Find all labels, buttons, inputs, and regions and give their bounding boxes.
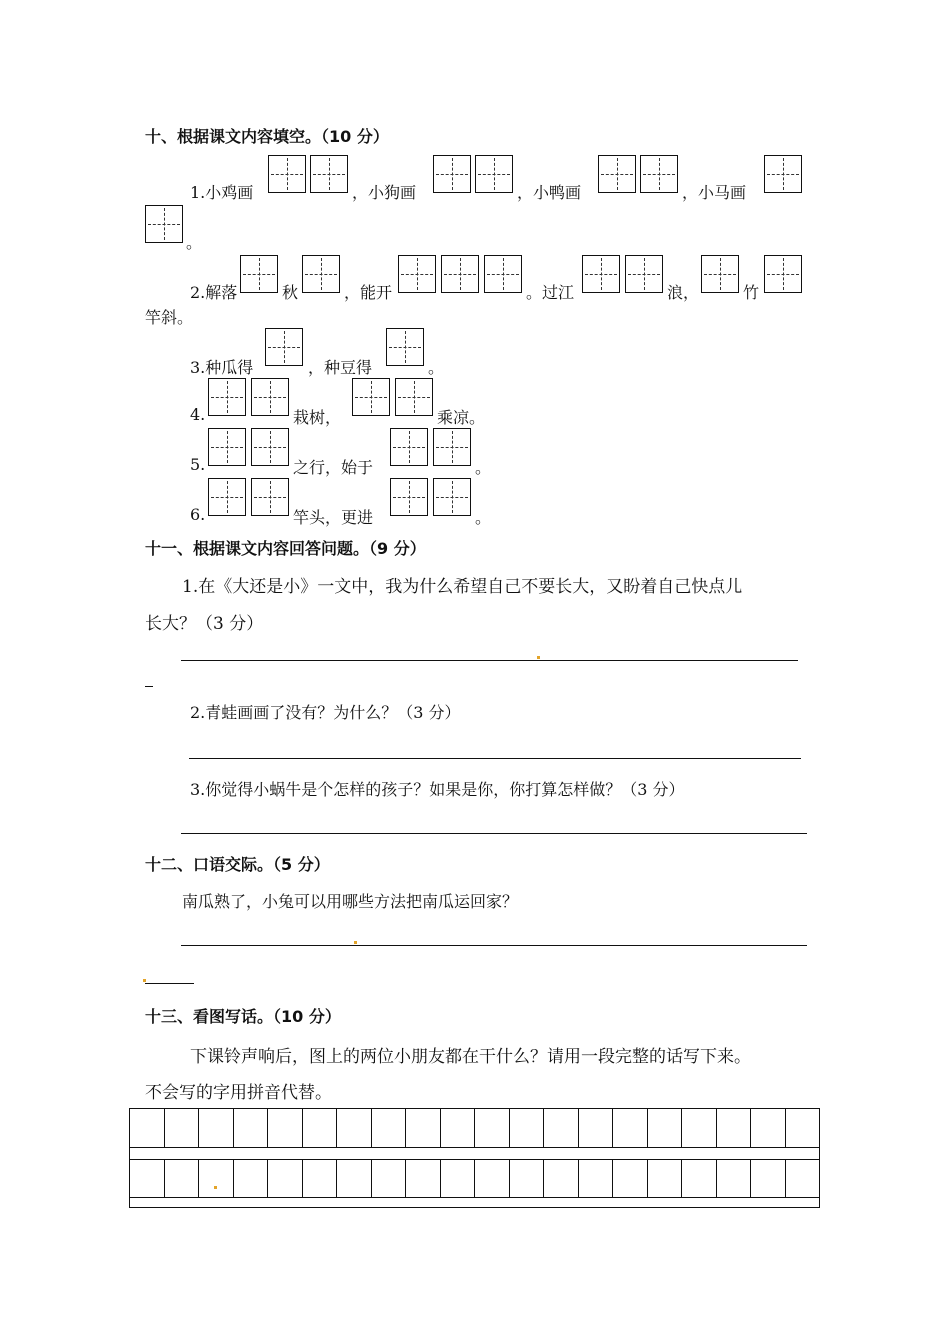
grid-cell[interactable] <box>406 1159 441 1197</box>
char-box[interactable] <box>251 378 289 416</box>
char-box[interactable] <box>433 478 471 516</box>
char-box[interactable] <box>598 155 636 193</box>
grid-cell[interactable] <box>268 1109 303 1147</box>
grid-cell[interactable] <box>682 1159 717 1197</box>
grid-cell[interactable] <box>165 1159 200 1197</box>
char-box[interactable] <box>240 255 278 293</box>
answer-line-stub <box>145 983 194 984</box>
q1-part4: ，小马画 <box>682 183 747 202</box>
grid-cell[interactable] <box>303 1159 338 1197</box>
orange-dot <box>214 1186 217 1189</box>
grid-cell[interactable] <box>579 1109 614 1147</box>
q3-part2: ，种豆得 <box>308 358 373 377</box>
char-box[interactable] <box>433 428 471 466</box>
grid-cell[interactable] <box>337 1159 372 1197</box>
sec11-q2: 2.青蛙画画了没有？为什么？（3 分） <box>190 703 461 722</box>
char-box[interactable] <box>764 255 802 293</box>
orange-dot <box>537 656 540 659</box>
grid-cell[interactable] <box>234 1159 269 1197</box>
grid-cell[interactable] <box>544 1109 579 1147</box>
q6-part2: 竿头，更进 <box>293 508 374 527</box>
writing-grid <box>129 1108 820 1208</box>
char-box[interactable] <box>625 255 663 293</box>
q2-part5: 浪， <box>667 283 700 302</box>
orange-dot <box>143 979 146 982</box>
grid-cell[interactable] <box>441 1109 476 1147</box>
q3-end: 。 <box>428 358 445 377</box>
sec11-q1-line2: 长大？（3 分） <box>145 614 264 634</box>
sec11-q1-line1: 1.在《大还是小》一文中，我为什么希望自己不要长大，又盼着自己快点儿 <box>182 577 743 597</box>
char-box[interactable] <box>640 155 678 193</box>
grid-cell[interactable] <box>199 1159 234 1197</box>
q2-part2: 秋 <box>282 283 299 302</box>
grid-cell[interactable] <box>130 1159 165 1197</box>
char-box[interactable] <box>701 255 739 293</box>
grid-cell[interactable] <box>613 1159 648 1197</box>
grid-cell[interactable] <box>648 1159 683 1197</box>
grid-cell[interactable] <box>717 1109 752 1147</box>
grid-cell[interactable] <box>406 1109 441 1147</box>
grid-separator <box>130 1147 819 1148</box>
char-box[interactable] <box>441 255 479 293</box>
grid-row-2 <box>130 1159 819 1197</box>
sec11-q3: 3.你觉得小蜗牛是个怎样的孩子？如果是你，你打算怎样做？（3 分） <box>190 780 685 799</box>
q1-part3: ，小鸭画 <box>517 183 582 202</box>
sec13-line1: 下课铃声响后，图上的两位小朋友都在干什么？请用一段完整的话写下来。 <box>190 1047 751 1067</box>
q2-part3: ，能开 <box>344 283 393 302</box>
section-11-title: 十一、根据课文内容回答问题。（9 分） <box>145 539 426 558</box>
char-box[interactable] <box>433 155 471 193</box>
char-box[interactable] <box>208 378 246 416</box>
char-box[interactable] <box>395 378 433 416</box>
grid-cell[interactable] <box>441 1159 476 1197</box>
grid-cell[interactable] <box>372 1159 407 1197</box>
char-box[interactable] <box>145 205 183 243</box>
char-box[interactable] <box>352 378 390 416</box>
char-box[interactable] <box>268 155 306 193</box>
char-box[interactable] <box>265 328 303 366</box>
q4-end: 乘凉。 <box>437 408 486 427</box>
char-box[interactable] <box>208 428 246 466</box>
grid-cell[interactable] <box>303 1109 338 1147</box>
answer-line[interactable] <box>181 945 807 946</box>
char-box[interactable] <box>302 255 340 293</box>
grid-cell[interactable] <box>510 1159 545 1197</box>
grid-cell[interactable] <box>786 1159 820 1197</box>
char-box[interactable] <box>764 155 802 193</box>
grid-cell[interactable] <box>475 1109 510 1147</box>
q4-part2: 栽树， <box>293 408 342 427</box>
section-13-title: 十三、看图写话。（10 分） <box>145 1007 341 1026</box>
q5-end: 。 <box>475 458 492 477</box>
char-box[interactable] <box>251 478 289 516</box>
grid-cell[interactable] <box>372 1109 407 1147</box>
q1-end: 。 <box>186 233 203 252</box>
grid-cell[interactable] <box>234 1109 269 1147</box>
q6-prefix: 6. <box>190 505 206 524</box>
grid-cell[interactable] <box>268 1159 303 1197</box>
char-box[interactable] <box>398 255 436 293</box>
sec12-question: 南瓜熟了，小兔可以用哪些方法把南瓜运回家？ <box>182 892 519 911</box>
char-box[interactable] <box>390 478 428 516</box>
grid-cell[interactable] <box>682 1109 717 1147</box>
grid-row-1 <box>130 1109 819 1147</box>
char-box[interactable] <box>582 255 620 293</box>
grid-cell[interactable] <box>510 1109 545 1147</box>
grid-cell[interactable] <box>579 1159 614 1197</box>
answer-line[interactable] <box>181 833 807 834</box>
char-box[interactable] <box>475 155 513 193</box>
grid-cell[interactable] <box>717 1159 752 1197</box>
grid-cell[interactable] <box>165 1109 200 1147</box>
char-box[interactable] <box>208 478 246 516</box>
q5-prefix: 5. <box>190 455 206 474</box>
grid-cell[interactable] <box>786 1109 820 1147</box>
char-box[interactable] <box>390 428 428 466</box>
grid-cell[interactable] <box>199 1109 234 1147</box>
grid-cell[interactable] <box>751 1109 786 1147</box>
sec13-line2: 不会写的字用拼音代替。 <box>145 1083 332 1103</box>
orange-dot <box>354 941 357 944</box>
char-box[interactable] <box>310 155 348 193</box>
q6-end: 。 <box>475 508 492 527</box>
answer-line[interactable] <box>181 660 798 661</box>
char-box[interactable] <box>251 428 289 466</box>
char-box[interactable] <box>386 328 424 366</box>
grid-cell[interactable] <box>544 1159 579 1197</box>
q2-part6: 竹 <box>743 283 760 302</box>
q4-prefix: 4. <box>190 405 206 424</box>
q1-prefix: 1.小鸡画 <box>190 183 254 202</box>
q5-part2: 之行，始于 <box>293 458 374 477</box>
q3-prefix: 3.种瓜得 <box>190 358 254 377</box>
grid-separator <box>130 1197 819 1198</box>
section-12-title: 十二、口语交际。（5 分） <box>145 855 330 874</box>
grid-cell[interactable] <box>130 1109 165 1147</box>
q2-prefix: 2.解落 <box>190 283 238 302</box>
char-box[interactable] <box>484 255 522 293</box>
answer-line[interactable] <box>189 758 801 759</box>
grid-cell[interactable] <box>337 1109 372 1147</box>
grid-cell[interactable] <box>613 1109 648 1147</box>
grid-cell[interactable] <box>475 1159 510 1197</box>
grid-cell[interactable] <box>751 1159 786 1197</box>
q1-part2: ，小狗画 <box>352 183 417 202</box>
section-10-title: 十、根据课文内容填空。（10 分） <box>145 127 389 146</box>
grid-cell[interactable] <box>648 1109 683 1147</box>
answer-line-stub <box>145 686 153 687</box>
q2-part4: 。过江 <box>526 283 575 302</box>
q2-continuation: 竿斜。 <box>145 308 194 327</box>
